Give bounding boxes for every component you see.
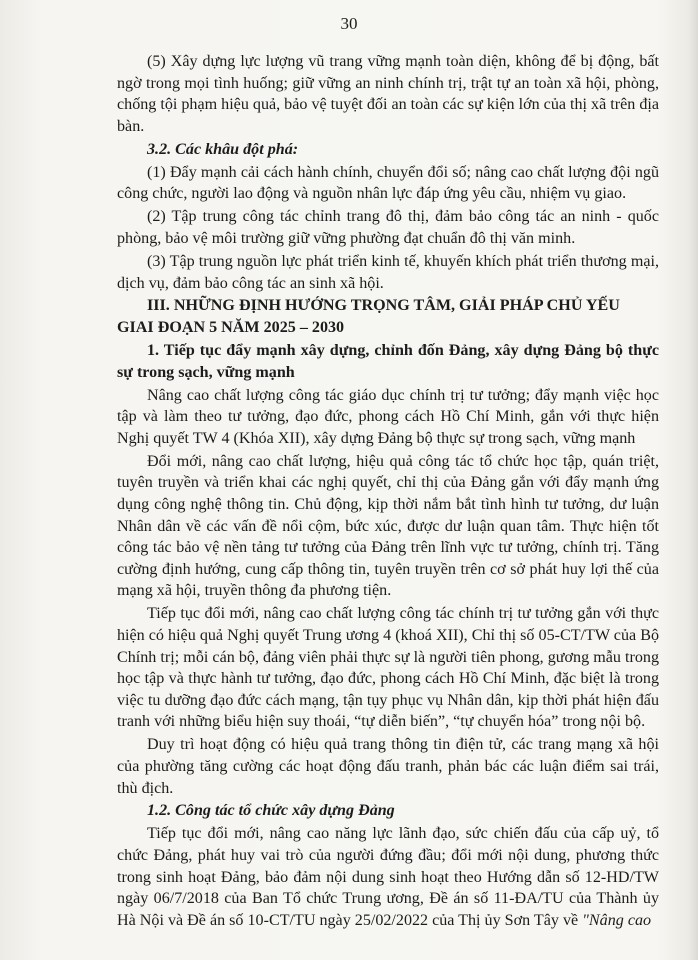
scan-shadow-edge xyxy=(688,0,698,960)
chapter-heading-iii-orientations: III. NHỮNG ĐỊNH HƯỚNG TRỌNG TÂM, GIẢI PHÁP CHỦ YẾU GIAI ĐOẠN 5 NĂM 2025 – 2030 xyxy=(117,297,620,337)
paragraph-e-information: Duy trì hoạt động có hiệu quả trang thông tin điện tử, các trang mạng xã hội của phường tăng cường các hoạt động đấu tranh, phản bác các luận điểm sai trái, thù địch. xyxy=(117,736,659,797)
paragraph-leadership-text: Tiếp tục đổi mới, nâng cao năng lực lãnh đạo, sức chiến đấu của cấp uỷ, tổ chức Đảng, phát huy vai trò của người đứng đầu; đổi mới nội dung, phương thức trong sinh hoạt Đảng, bảo đảm nội dung sinh hoạt theo Hướng dẫn số 12-HD/TW ngày 06/7/2018 của Ban Tổ chức Trung ương, Đề án số 11-ĐA/TU của Thành ủy Hà Nội và Đề án số 10-CT/TU ngày 25/02/2022 của Thị ủy Sơn Tây về xyxy=(117,825,659,929)
section-heading-1-party-building: 1. Tiếp tục đẩy mạnh xây dựng, chỉnh đốn Đảng, xây dựng Đảng bộ thực sự trong sạch, vững mạnh xyxy=(117,342,659,381)
paragraph-leadership-capacity xyxy=(117,823,659,931)
page-number: 30 xyxy=(340,14,358,33)
section-heading-1-2-organization: 1.2. Công tác tổ chức xây dựng Đảng xyxy=(147,802,395,820)
paragraph-innovation-propaganda: Đổi mới, nâng cao chất lượng, hiệu quả công tác tổ chức học tập, quán triệt, tuyên truyền và triển khai các nghị quyết, chỉ thị của Đảng gắn với đẩy mạnh ứng dụng công nghệ thông tin. Chủ động, kịp thời nắm bắt tình hình tư tưởng, dư luận Nhân dân về các vấn đề nổi cộm, bức xúc, được dư luận quan tâm. Thực hiện tốt công tác bảo vệ nền tảng tư tưởng của Đảng trên lĩnh vực tư tưởng, chính trị. Tăng cường định hướng, cung cấp thông tin, tuyên truyền trên cơ sở phát huy lợi thế của mạng xã hội, truyền thông đa phương tiện. xyxy=(117,452,659,600)
document-body xyxy=(117,51,659,933)
paragraph-breakthrough-3: (3) Tập trung nguồn lực phát triển kinh tế, khuyến khích phát triển thương mại, dịch vụ, đảm bảo công tác an sinh xã hội. xyxy=(117,252,659,292)
paragraph-breakthrough-1: (1) Đẩy mạnh cải cách hành chính, chuyển đổi số; nâng cao chất lượng đội ngũ công chức, người lao động và nguồn nhân lực đáp ứng yêu cầu, nhiệm vụ giao. xyxy=(117,163,659,203)
paragraph-leadership-italic-tail: "Nâng cao xyxy=(582,911,652,929)
paragraph-breakthrough-2: (2) Tập trung công tác chỉnh trang đô thị, đảm bảo công tác an ninh - quốc phòng, bảo vệ môi trường giữ vững phường đạt chuẩn đô thị văn minh. xyxy=(117,208,659,247)
paragraph-political-education: Nâng cao chất lượng công tác giáo dục chính trị tư tưởng; đẩy mạnh việc học tập và làm theo tư tưởng, đạo đức, phong cách Hồ Chí Minh, gắn với thực hiện Nghị quyết TW 4 (Khóa XII), xây dựng Đảng bộ thực sự trong sạch, vững mạnh xyxy=(117,386,659,447)
paragraph-ideological-work: Tiếp tục đổi mới, nâng cao chất lượng công tác chính trị tư tưởng gắn với thực hiện có hiệu quả Nghị quyết Trung ương 4 (khoá XII), Chỉ thị số 05-CT/TW của Bộ Chính trị; mỗi cán bộ, đảng viên phải thực sự là người tiên phong, gương mẫu trong học tập và thực hành tư tưởng, đạo đức, phong cách Hồ Chí Minh, đặc biệt là trong việc tu dưỡng đạo đức cách mạng, tận tụy phục vụ Nhân dân, kịp thời phát hiện đấu tranh với những biểu hiện suy thoái, “tự diễn biến”, “tự chuyển hóa” trong nội bộ. xyxy=(117,605,659,731)
section-heading-3-2-breakthroughs: 3.2. Các khâu đột phá: xyxy=(147,140,299,158)
paragraph-item-5-armed-forces: (5) Xây dựng lực lượng vũ trang vững mạnh toàn diện, không để bị động, bất ngờ trong mọi tình huống; giữ vững an ninh chính trị, trật tự an toàn xã hội, phòng, chống tội phạm hiệu quả, bảo vệ tuyệt đối an toàn các sự kiện lớn của thị xã trên địa bàn. xyxy=(117,53,659,135)
